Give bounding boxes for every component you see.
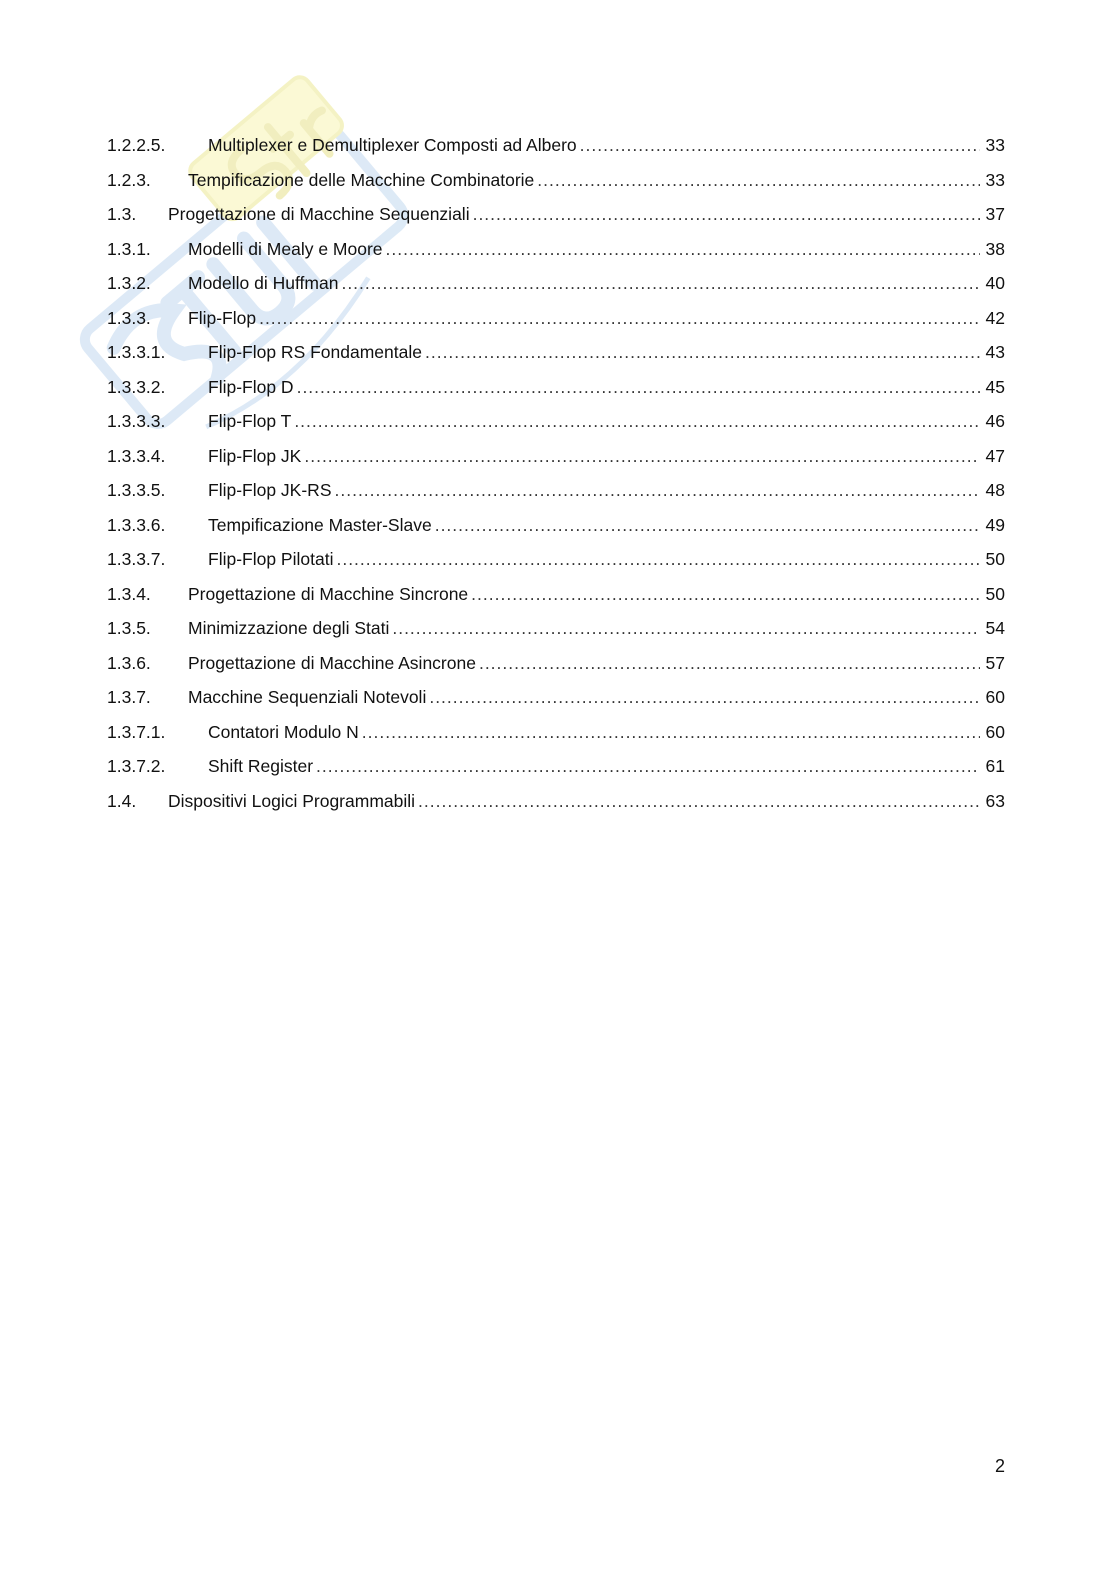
toc-entry[interactable]	[107, 542, 1005, 577]
toc-dot-leader	[259, 301, 980, 336]
toc-entry-page: 38	[985, 238, 1005, 259]
toc-entry[interactable]	[107, 784, 1005, 819]
toc-entry-number: 1.3.7.2.	[107, 756, 166, 776]
toc-entry-number: 1.3.1.	[107, 238, 151, 259]
toc-entry-page: 49	[985, 514, 1005, 535]
toc-dot-leader	[471, 577, 980, 612]
toc-entry[interactable]	[107, 715, 1005, 750]
toc-entry-page: 45	[985, 376, 1005, 397]
toc-dot-leader	[316, 749, 980, 784]
toc-entry-title: Flip-Flop D	[208, 376, 294, 397]
toc-entry-page: 33	[985, 169, 1005, 190]
toc-dot-leader	[341, 266, 980, 301]
toc-entry-title: Dispositivi Logici Programmabili	[168, 790, 416, 811]
toc-entry-body	[208, 439, 1005, 474]
toc-entry-body	[188, 301, 1005, 336]
page-number: 2	[994, 1456, 1005, 1476]
toc-entry-number: 1.2.2.5.	[107, 135, 166, 155]
toc-entry-body	[188, 163, 1005, 198]
toc-entry[interactable]	[107, 232, 1005, 267]
toc-entry[interactable]	[107, 404, 1005, 439]
toc-entry-page: 60	[985, 687, 1005, 707]
toc-entry-title: Progettazione di Macchine Sincrone	[188, 583, 469, 604]
toc-entry-page: 54	[985, 618, 1005, 638]
toc-entry-number: 1.3.	[107, 204, 137, 224]
toc-entry-body	[188, 680, 1005, 715]
toc-entry-number: 1.3.3.7.	[107, 549, 166, 569]
toc-entry-number: 1.3.2.	[107, 273, 151, 293]
toc-entry[interactable]	[107, 266, 1005, 301]
toc-dot-leader	[479, 646, 980, 681]
toc-entry-number: 1.3.3.4.	[107, 445, 166, 466]
toc-entry-page: 57	[985, 652, 1005, 673]
toc-entry-page: 42	[985, 307, 1005, 328]
toc-entry-number: 1.3.7.	[107, 687, 151, 707]
toc-entry-page: 43	[985, 342, 1005, 362]
toc-dot-leader	[435, 508, 980, 543]
toc-dot-leader	[336, 542, 980, 577]
toc-entry-body	[188, 611, 1005, 646]
toc-entry[interactable]	[107, 163, 1005, 198]
toc-entry[interactable]	[107, 197, 1005, 232]
toc-entry-number: 1.3.4.	[107, 583, 151, 604]
toc-entry-page: 63	[985, 790, 1005, 811]
toc-entry-title: Flip-Flop Pilotati	[208, 549, 334, 569]
toc-entry-body	[188, 266, 1005, 301]
toc-entry-title: Tempificazione delle Macchine Combinatorie	[188, 169, 535, 190]
toc-entry-body	[188, 646, 1005, 681]
toc-entry-title: Macchine Sequenziali Notevoli	[188, 687, 427, 707]
toc-entry-title: Flip-Flop JK	[208, 445, 302, 466]
toc-entry-number: 1.3.3.5.	[107, 480, 166, 500]
toc-entry-number: 1.3.3.2.	[107, 376, 166, 397]
toc-entry-body	[168, 784, 1005, 819]
toc-dot-leader	[335, 473, 981, 508]
toc-entry-number: 1.3.3.3.	[107, 411, 166, 431]
toc-entry-body	[188, 577, 1005, 612]
toc-entry[interactable]	[107, 646, 1005, 681]
toc-entry[interactable]	[107, 128, 1005, 163]
toc-dot-leader	[386, 232, 980, 267]
toc-entry-page: 50	[985, 583, 1005, 604]
toc-entry-number: 1.3.7.1.	[107, 721, 166, 742]
toc-entry-title: Tempificazione Master-Slave	[208, 514, 432, 535]
toc-dot-leader	[473, 197, 980, 232]
toc-entry[interactable]	[107, 439, 1005, 474]
toc-entry-title: Flip-Flop JK-RS	[208, 480, 332, 500]
toc-dot-leader	[304, 439, 980, 474]
toc-entry[interactable]	[107, 611, 1005, 646]
toc-entry-number: 1.3.3.1.	[107, 342, 166, 362]
toc-entry-page: 60	[985, 721, 1005, 742]
toc-entry-body	[208, 542, 1005, 577]
toc-entry-body	[208, 335, 1005, 370]
toc-entry-body	[208, 508, 1005, 543]
toc-entry-page: 61	[985, 756, 1005, 776]
toc-entry[interactable]	[107, 508, 1005, 543]
toc-entry-number: 1.3.3.	[107, 307, 151, 328]
toc-dot-leader	[362, 715, 980, 750]
toc-entry[interactable]	[107, 301, 1005, 336]
toc-entry-number: 1.2.3.	[107, 169, 151, 190]
toc-dot-leader	[425, 335, 980, 370]
toc-entry-body	[208, 715, 1005, 750]
toc-entry-body	[208, 370, 1005, 405]
toc-entry-title: Shift Register	[208, 756, 314, 776]
toc-entry[interactable]	[107, 577, 1005, 612]
toc-entry-page: 40	[985, 273, 1005, 293]
toc-entry-body	[208, 473, 1005, 508]
toc-entry-body	[188, 232, 1005, 267]
toc-entry-title: Progettazione di Macchine Asincrone	[188, 652, 476, 673]
toc-dot-leader	[580, 128, 980, 163]
toc-entry-page: 46	[985, 411, 1005, 431]
toc-entry[interactable]	[107, 370, 1005, 405]
toc-entry-page: 48	[985, 480, 1005, 500]
toc-entry[interactable]	[107, 680, 1005, 715]
toc-dot-leader	[392, 611, 980, 646]
toc-entry-title: Flip-Flop	[188, 307, 257, 328]
toc-dot-leader	[537, 163, 980, 198]
toc-entry-body	[208, 749, 1005, 784]
toc-entry-title: Flip-Flop T	[208, 411, 292, 431]
toc-entry-title: Modelli di Mealy e Moore	[188, 238, 383, 259]
toc-dot-leader	[429, 680, 980, 715]
toc-entry-title: Progettazione di Macchine Sequenziali	[168, 204, 470, 224]
toc-entry-title: Modello di Huffman	[188, 273, 339, 293]
toc-entry-page: 50	[985, 549, 1005, 569]
toc-entry-page: 47	[985, 445, 1005, 466]
toc-entry[interactable]	[107, 335, 1005, 370]
toc-entry-body	[208, 404, 1005, 439]
toc-dot-leader	[297, 370, 980, 405]
toc-entry[interactable]	[107, 473, 1005, 508]
toc-entry-page: 33	[985, 135, 1005, 155]
toc-entry-body	[208, 128, 1005, 163]
toc-entry-body	[168, 197, 1005, 232]
toc-entry-title: Multiplexer e Demultiplexer Composti ad Albero	[208, 135, 577, 155]
toc-entry-title: Flip-Flop RS Fondamentale	[208, 342, 422, 362]
toc-entry-number: 1.3.6.	[107, 652, 151, 673]
toc-entry-number: 1.3.3.6.	[107, 514, 166, 535]
toc-entry-number: 1.4.	[107, 790, 137, 811]
toc-dot-leader	[294, 404, 980, 439]
toc-entry-page: 37	[985, 204, 1005, 224]
toc-entry[interactable]	[107, 749, 1005, 784]
table-of-contents	[107, 128, 1005, 818]
toc-entry-number: 1.3.5.	[107, 618, 151, 638]
toc-entry-title: Minimizzazione degli Stati	[188, 618, 390, 638]
toc-entry-title: Contatori Modulo N	[208, 721, 359, 742]
toc-dot-leader	[418, 784, 980, 819]
